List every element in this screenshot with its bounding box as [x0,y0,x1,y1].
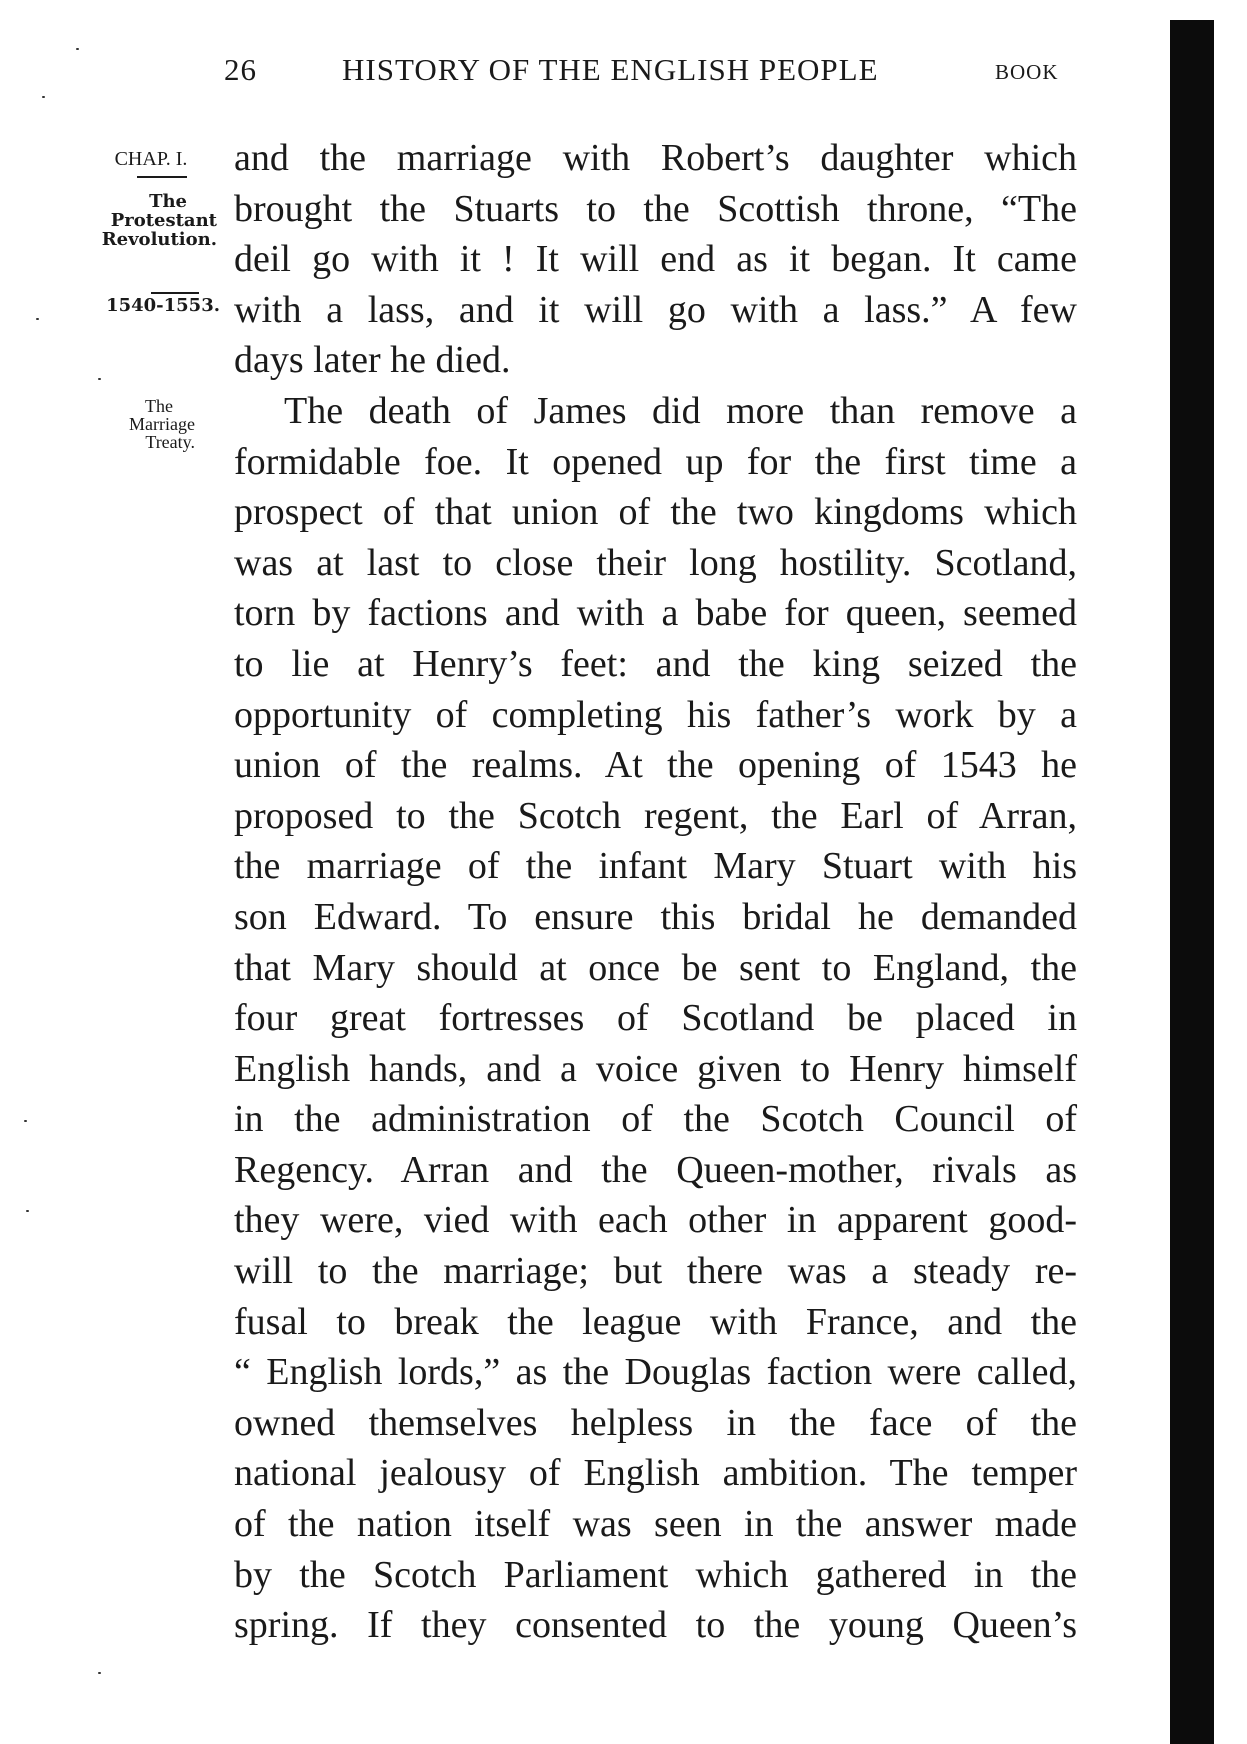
text-line: of the nation itself was seen in the answer made [234,1503,1077,1546]
text-line: that Mary should at once be sent to England, the [234,946,1077,989]
text-line: opportunity of completing his father’s work by a [234,693,1077,736]
print-speck [36,318,39,320]
text-line: to lie at Henry’s feet: and the king seized the [234,642,1077,685]
section-sidenote [72,192,217,249]
print-speck [24,1120,27,1122]
print-speck [26,1210,29,1212]
topic-line: Treaty. [145,432,195,452]
print-speck [42,96,45,98]
text-line: fusal to break the league with France, and the [234,1300,1077,1343]
text-line: spring. If they consented to the young Queen’s [234,1604,1077,1647]
chapter-label: CHAP. I. [114,148,188,170]
text-line: in the administration of the Scotch Council of [234,1098,1077,1141]
text-line: formidable foe. It opened up for the first time a [234,440,1077,483]
text-line: union of the realms. At the opening of 1543 he [234,744,1077,787]
text-line: son Edward. To ensure this bridal he demanded [234,895,1077,938]
topic-line: Marriage [129,414,195,434]
text-line: Regency. Arran and the Queen-mother, rivals as [234,1148,1077,1191]
topic-line: The [145,396,173,416]
years-sidenote: 1540-1553. [106,295,220,316]
text-line: brought the Stuarts to the Scottish throne, “The [234,187,1077,230]
page-edge-shadow [1170,20,1214,1744]
text-line: they were, vied with each other in apparent good- [234,1199,1077,1242]
section-line: Protestant [110,210,217,231]
margin-rule [151,292,199,294]
text-line: national jealousy of English ambition. The temper [234,1452,1077,1495]
text-line: “ English lords,” as the Douglas faction were called, [234,1351,1077,1394]
section-line: Revolution. [101,229,217,250]
book-label: BOOK [995,60,1059,84]
margin-rule [137,176,187,178]
text-line: by the Scotch Parliament which gathered in the [234,1553,1077,1596]
page-number: 26 [224,52,257,87]
text-line: with a lass, and it will go with a lass.” A few [234,288,1077,331]
text-line: prospect of that union of the two kingdoms which [234,491,1077,534]
text-line: English hands, and a voice given to Henry himself [234,1047,1077,1090]
text-line: was at last to close their long hostility. Scotland, [234,541,1077,584]
section-line: The [149,191,187,212]
text-line: proposed to the Scotch regent, the Earl of Arran, [234,794,1077,837]
print-speck [98,1672,101,1674]
body-text [234,133,1077,1651]
text-line: will to the marriage; but there was a steady re- [234,1250,1077,1293]
running-header [200,52,1080,92]
print-speck [76,48,79,50]
print-speck [98,378,101,380]
text-line: torn by factions and with a babe for queen, seemed [234,592,1077,635]
text-line: deil go with it ! It will end as it began. It came [234,238,1077,281]
text-line: four great fortresses of Scotland be placed in [234,997,1077,1040]
text-line: the marriage of the infant Mary Stuart with his [234,845,1077,888]
text-line: and the marriage with Robert’s daughter which [234,137,1077,179]
topic-sidenote [80,397,195,451]
text-line: days later he died. [234,339,511,382]
text-line: owned themselves helpless in the face of the [234,1401,1077,1444]
running-title: HISTORY OF THE ENGLISH PEOPLE [342,52,879,87]
text-line: The death of James did more than remove a [284,389,1077,432]
